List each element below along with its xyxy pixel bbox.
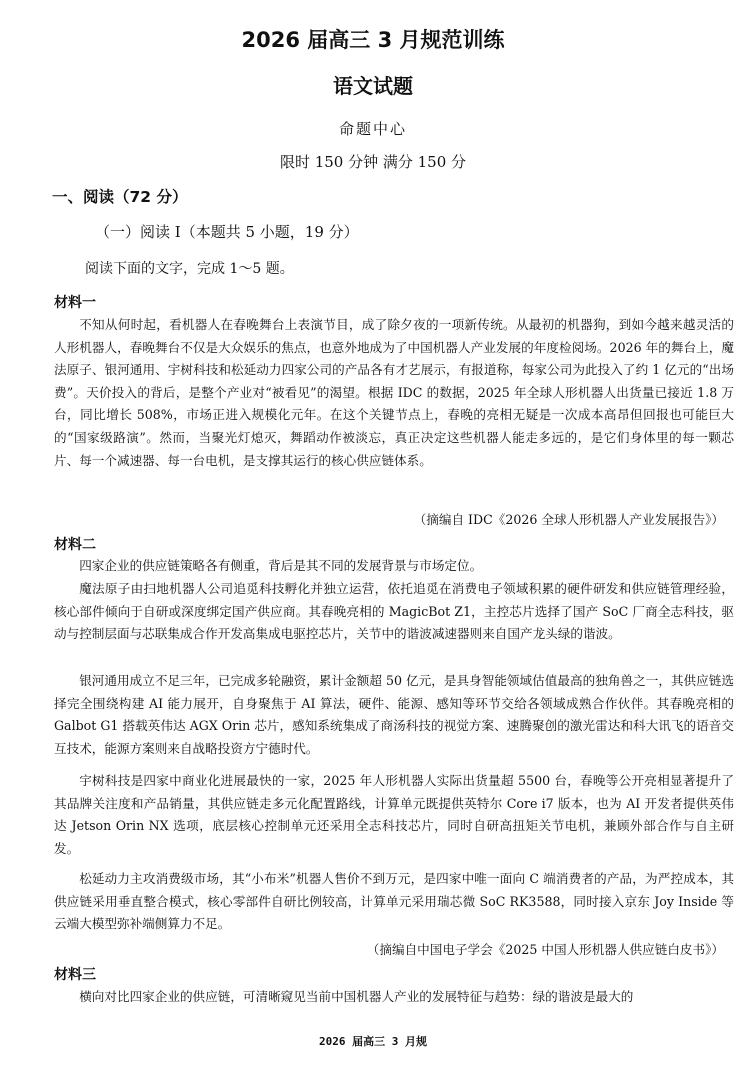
source-citation: （摘编自中国电子学会《2025 中国人形机器人供应链白皮书》） <box>366 942 724 957</box>
material-paragraph: 横向对比四家企业的供应链，可清晰窥见当前中国机器人产业的发展特征与趋势：绿的谐波是最大的 <box>79 989 634 1004</box>
material-label: 材料二 <box>54 537 96 553</box>
instruction: 阅读下面的文字，完成 1～5 题。 <box>85 261 294 277</box>
time-score-limits: 限时 150 分钟 满分 150 分 <box>279 153 467 171</box>
material-paragraph: 松延动力主攻消费级市场，其“小布米”机器人售价不到万元，是四家中唯一面向 C 端消费者的产品，为严控成本，其供应链采用垂直整合模式，核心零部件自研比例较高，计算单元采用瑞芯微 SoC RK3588，同时接入京东 Joy Inside 等云端大模型弥补端侧算力不足。 <box>54 871 734 932</box>
material-label: 材料三 <box>54 967 96 983</box>
source-citation: （摘编自 IDC《2026 全球人形机器人产业发展报告》） <box>413 512 724 527</box>
material-paragraph: 宇树科技是四家中商业化进展最快的一家，2025 年人形机器人实际出货量超 5500 台，春晚等公开亮相显著提升了其品牌关注度和产品销量，其供应链走多元化配置路线，计算单元既提供英特尔 Core i7 版本，也为 AI 开发者提供英伟达 Jetson Orin NX 选项，底层核心控制单元还采用全志科技芯片，同时自研高扭矩关节电机，兼顾外部合作与自主研发。 <box>54 773 734 856</box>
exam-title: 2026 届高三 3 月规范训练 <box>241 28 505 52</box>
material-paragraph: 银河通用成立不足三年，已完成多轮融资，累计金额超 50 亿元，是具身智能领域估值最高的独角兽之一，其供应链选择完全围绕构建 AI 能力展开，自身聚焦于 AI 算法，硬件、能源、感知等环节交给各领域成熟合作伙伴。其春晚亮相的 Galbot G1 搭载英伟达 AGX Orin 芯片，感知系统集成了商汤科技的视觉方案、速腾聚创的激光雷达和科大讯飞的语音交互技术，能源方案则来自战略投资方宁德时代。 <box>54 673 734 756</box>
material-paragraph: 魔法原子由扫地机器人公司追觅科技孵化并独立运营，依托追觅在消费电子领域积累的硬件研发和供应链管理经验，核心部件倾向于自研或深度绑定国产供应商。其春晚亮相的 MagicBot Z1，主控芯片选择了国产 SoC 厂商全志科技，驱动与控制层面与芯联集成合作开发高集成电驱控芯片，关节中的谐波减速器则来自国产龙头绿的谐波。 <box>54 581 734 642</box>
subsection-heading: （一）阅读 I（本题共 5 小题，19 分） <box>95 223 359 241</box>
subject-title: 语文试题 <box>333 74 413 98</box>
material-paragraph: 四家企业的供应链策略各有侧重，背后是其不同的发展背景与市场定位。 <box>79 558 483 573</box>
section-heading: 一、阅读（72 分） <box>52 188 188 206</box>
material-label: 材料一 <box>54 295 96 311</box>
author-line: 命题中心 <box>338 120 407 138</box>
material-paragraph: 不知从何时起，看机器人在春晚舞台上表演节目，成了除夕夜的一项新传统。从最初的机器狗，到如今越来越灵活的人形机器人，春晚舞台不仅是大众娱乐的焦点，也意外地成为了中国机器人产业发展的年度检阅场。2026 年的舞台上，魔法原子、银河通用、宇树科技和松延动力四家公司的产品各有才艺展示，有报道称，每家公司为此投入了约 1 亿元的“出场费”。天价投入的背后，是整个产业对“被看见”的渴望。根据 IDC 的数据，2025 年全球人形机器人出货量已接近 1.8 万台，同比增长 508%，市场正进入规模化元年。在这个关键节点上，春晚的亮相无疑是一次成本高昂但回报也可能巨大的“国家级路演”。然而，当聚光灯熄灭，舞蹈动作被淡忘，真正决定这些机器人能走多远的，是它们身体里的每一颗芯片、每一个减速器、每一台电机，是支撑其运行的核心供应链体系。 <box>54 317 734 468</box>
page-footer: 2026 届高三 3 月规 <box>319 1035 427 1048</box>
